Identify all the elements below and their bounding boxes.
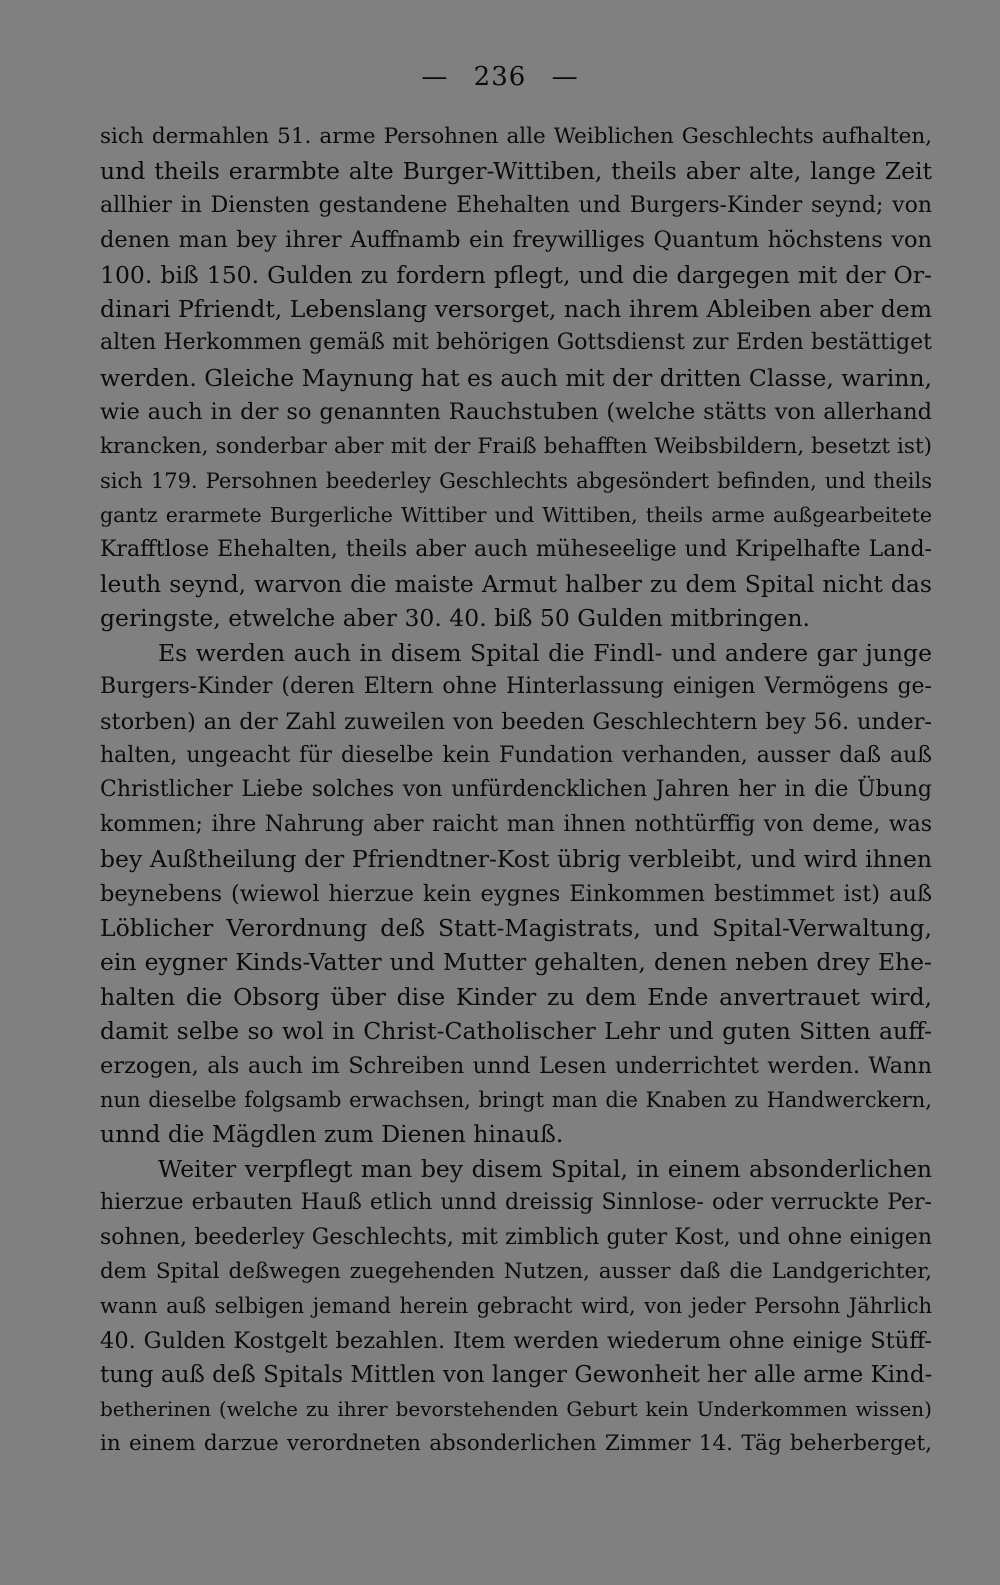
text-line: dem Spital deßwegen zuegehenden Nutzen, ausser daß die Landgerichter, (100, 1258, 932, 1284)
header-dash-left: — (421, 62, 449, 92)
text-line: sich 179. Persohnen beederley Geschlechts abgesöndert befinden, und theils (100, 468, 932, 493)
text-line: leuth seynd, warvon die maiste Armut halber zu dem Spital nicht das (100, 570, 932, 599)
text-line: sohnen, beederley Geschlechts, mit zimblich guter Kost, und ohne einigen (100, 1224, 932, 1250)
text-line: geringste, etwelche aber 30. 40. biß 50 Gulden mitbringen. (100, 604, 810, 633)
text-line: halten die Obsorg über dise Kinder zu dem Ende anvertrauet wird, (100, 982, 932, 1011)
text-line: 100. biß 150. Gulden zu fordern pflegt, und die dargegen mit der Or- (100, 260, 932, 289)
text-line: und theils erarmbte alte Burger-Wittiben, theils aber alte, lange Zeit (100, 157, 932, 186)
text-line: alten Herkommen gemäß mit behörigen Gottsdienst zur Erden bestättiget (100, 330, 932, 356)
text-line: bey Außtheilung der Pfriendtner-Kost übrig verbleibt, und wird ihnen (100, 845, 932, 874)
page-header (0, 62, 1000, 92)
text-line: Weiter verpflegt man bey disem Spital, in einem absonderlichen (158, 1154, 932, 1183)
text-line: in einem darzue verordneten absonderlichen Zimmer 14. Täg beherberget, (100, 1430, 932, 1456)
text-line: krancken, sonderbar aber mit der Fraiß behafften Weibsbildern, besetzt ist) (100, 433, 932, 459)
text-line: Löblicher Verordnung deß Statt-Magistrats, und Spital-Verwaltung, (100, 913, 932, 942)
text-line: storben) an der Zahl zuweilen von beeden Geschlechtern bey 56. under- (100, 708, 932, 735)
text-line: sich dermahlen 51. arme Persohnen alle Weiblichen Geschlechts aufhalten, (100, 124, 932, 149)
text-line: denen man bey ihrer Auffnamb ein freywilliges Quantum höchstens von (100, 227, 932, 254)
text-line: ein eygner Kinds-Vatter und Mutter gehalten, denen neben drey Ehe- (100, 948, 932, 977)
text-line: halten, ungeacht für dieselbe kein Fundation verhanden, ausser daß auß (100, 743, 932, 769)
body-text (100, 120, 932, 1461)
text-line: erzogen, als auch im Schreiben unnd Lesen underrichtet werden. Wann (100, 1052, 932, 1079)
text-line: dinari Pfriendt, Lebenslang versorget, nach ihrem Ableiben aber dem (100, 294, 932, 323)
text-line: wann auß selbigen jemand herein gebracht wird, von jeder Persohn Jährlich (100, 1294, 932, 1319)
text-line: damit selbe so wol in Christ-Catholischer Lehr und guten Sitten auff- (100, 1017, 932, 1046)
text-line: Es werden auch in disem Spital die Findl- und andere gar junge (158, 638, 932, 667)
text-line: gantz erarmete Burgerliche Wittiber und Wittiben, theils arme außgearbeitete (100, 503, 932, 528)
text-line: beynebens (wiewol hierzue kein eygnes Einkommen bestimmet ist) auß (100, 880, 932, 907)
text-line: allhier in Diensten gestandene Ehehalten und Burgers-Kinder seynd; von (100, 192, 932, 218)
text-line: unnd die Mägdlen zum Dienen hinauß. (100, 1120, 564, 1149)
text-line: tung auß deß Spitals Mittlen von langer Gewonheit her alle arme Kind- (100, 1362, 932, 1389)
text-line: betherinen (welche zu ihrer bevorstehenden Geburt kein Underkommen wissen) (100, 1397, 932, 1422)
text-line: nun dieselbe folgsamb erwachsen, bringt man die Knaben zu Handwerckern, (100, 1087, 932, 1112)
text-line: werden. Gleiche Maynung hat es auch mit der dritten Classe, warinn, (100, 363, 932, 392)
text-line: Christlicher Liebe solches von unfürdencklichen Jahren her in die Übung (100, 777, 932, 803)
page-number: 236 (473, 62, 527, 92)
header-dash-right: — (551, 62, 579, 92)
text-line: Krafftlose Ehehalten, theils aber auch müheseelige und Kripelhafte Land- (100, 536, 932, 562)
text-line: wie auch in der so genannten Rauchstuben (welche stätts von allerhand (100, 399, 932, 426)
text-line: kommen; ihre Nahrung aber raicht man ihnen nothtürffig von deme, was (100, 811, 932, 837)
text-line: Burgers-Kinder (deren Eltern ohne Hinterlassung einigen Vermögens ge- (100, 674, 932, 700)
text-line: hierzue erbauten Hauß etlich unnd dreissig Sinnlose- oder verruckte Per- (100, 1190, 932, 1216)
text-line: 40. Gulden Kostgelt bezahlen. Item werden wiederum ohne einige Stüff- (100, 1327, 932, 1354)
